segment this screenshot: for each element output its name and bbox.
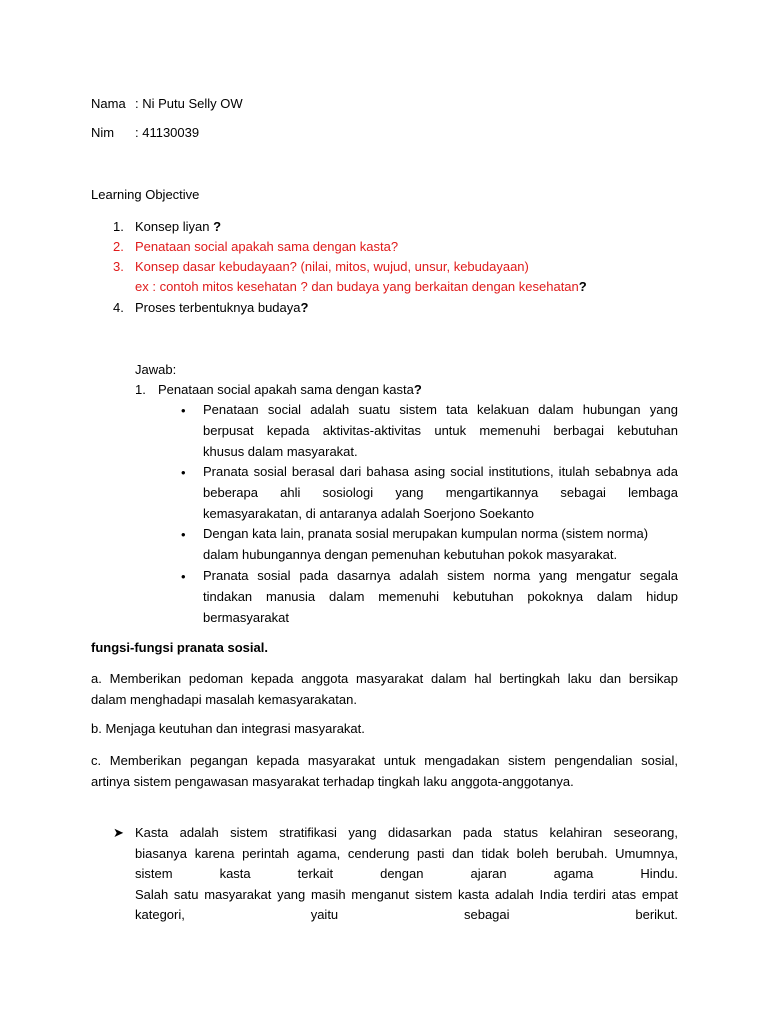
bullet-icon: • [181,569,186,584]
learning-objective-title: Learning Objective [91,187,200,202]
bullet-icon: • [181,527,186,542]
jawab-question: Penataan social apakah sama dengan kasta? [158,382,422,397]
bullet-paragraph: Pranata sosial berasal dari bahasa asing social institutions, itulah sebabnya ada beberapa ahli sosiologi yang mengartikannya sebagai lembaga kemasyarakatan, di antaranya adalah Soerjono Soekanto [203,464,678,521]
list-item-number: 3. [113,259,124,274]
jawab-label: Jawab: [135,362,177,377]
nim-value: : 41130039 [135,125,200,140]
list-item-number: 2. [113,239,124,254]
bullet-paragraph: Penataan social adalah suatu sistem tata kelakuan dalam hubungan yang berpusat kepada aktivitas-aktivitas untuk memenuhi berbagai kebutuhan khusus dalam masyarakat. [203,402,678,459]
bullet-icon: • [181,403,186,418]
bullet-icon: • [181,465,186,480]
nama-value: : Ni Putu Selly OW [135,96,243,111]
fungsi-a: a. Memberikan pedoman kepada anggota masyarakat dalam hal bertingkah laku dan bersikap dalam menghadapi masalah kemasyarakatan. [91,671,678,707]
fungsi-title: fungsi-fungsi pranata sosial. [91,640,268,655]
list-item-number: 1. [113,219,124,234]
arrow-bullet-icon: ➤ [113,825,124,840]
fungsi-c: c. Memberikan pegangan kepada masyarakat untuk mengadakan sistem pengendalian sosial, artinya sistem pengawasan masyarakat terhadap tingkah laku anggota-anggotanya. [91,753,678,789]
list-item: Konsep liyan ? [135,219,222,234]
nim-label: Nim [91,125,115,140]
jawab-question-number: 1. [135,382,146,397]
list-item: Penataan social apakah sama dengan kasta? [135,239,399,254]
list-item: Proses terbentuknya budaya? [135,300,309,315]
list-item-number: 4. [113,300,124,315]
list-item-continuation: ex : contoh mitos kesehatan ? dan budaya yang berkaitan dengan kesehatan? [135,279,587,294]
bullet-paragraph: Pranata sosial pada dasarnya adalah sistem norma yang mengatur segala tindakan manusia dalam memenuhi kebutuhan pokoknya dalam hidup bermasyarakat [203,568,678,625]
bullet-paragraph: Dengan kata lain, pranata sosial merupakan kumpulan norma (sistem norma) dalam hubungannya dengan pemenuhan kebutuhan pokok masyarakat. [203,526,649,562]
kasta-paragraph: Kasta adalah sistem stratifikasi yang didasarkan pada status kelahiran seseorang, biasanya karena perintah agama, cenderung pasti dan tidak boleh berubah. Umumnya, sistem kasta terkait dengan ajaran agama Hindu. Salah satu masyarakat yang masih menganut sistem kasta adalah India terdiri atas empat kategori, yaitu sebagai berikut. [135,825,678,922]
nama-label: Nama [91,96,126,111]
list-item: Konsep dasar kebudayaan? (nilai, mitos, wujud, unsur, kebudayaan) [135,259,529,274]
fungsi-b: b. Menjaga keutuhan dan integrasi masyarakat. [91,721,365,736]
